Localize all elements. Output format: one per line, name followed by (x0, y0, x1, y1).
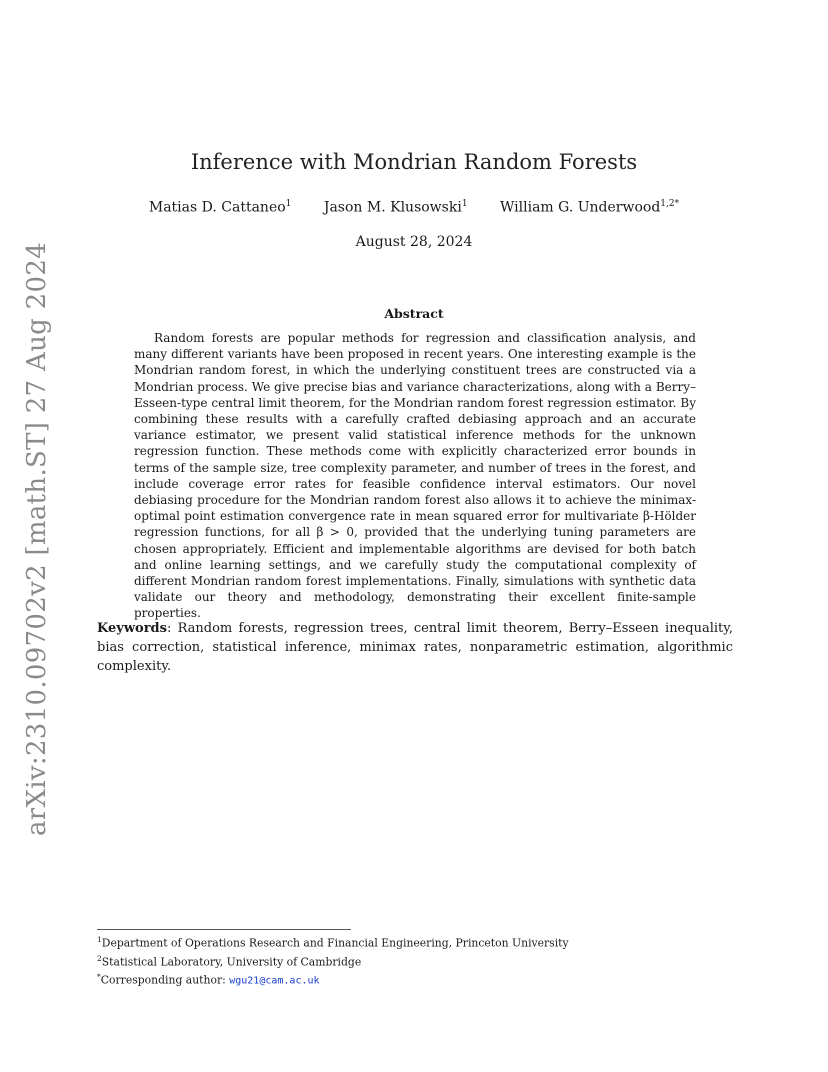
paper-title: Inference with Mondrian Random Forests (190, 150, 638, 174)
footnote-divider (97, 929, 351, 930)
footnote-marker: 1 (97, 935, 102, 944)
footnote-marker: 2 (97, 953, 102, 963)
keywords-section (97, 619, 733, 676)
author-name: Jason M. Klusowski (323, 199, 462, 216)
author-name: Matias D. Cattaneo (148, 199, 286, 216)
author (500, 199, 679, 216)
footnotes (97, 932, 737, 989)
author (324, 199, 468, 216)
abstract-heading: Abstract (384, 306, 444, 321)
author-affiliation-marker: 1 (461, 199, 468, 209)
paper-date: August 28, 2024 (355, 234, 473, 250)
author-affiliation-marker: 1 (285, 199, 292, 209)
footnote-marker: * (97, 972, 101, 982)
author-name: William G. Underwood (500, 199, 661, 216)
footnote (97, 932, 737, 951)
keywords-label: Keywords (97, 621, 167, 636)
keywords-text: : Random forests, regression trees, central limit theorem, Berry–Esseen inequality, bias correction, statistical inference, minimax rates, nonparametric estimation, algorithmic complexity. (97, 621, 733, 674)
footnote-text: Statistical Laboratory, University of Cambridge (101, 955, 362, 969)
footnote (97, 969, 737, 989)
abstract-text: Random forests are popular methods for regression and classification analysis, and many different variants have been proposed in recent years. One interesting example is the Mondrian random forest, in which the underlying constituent trees are constructed via a Mondrian process. We give precise bias and variance characterizations, along with a Berry–Esseen-type central limit theorem, for the Mondrian random forest regression estimator. By combining these results with a carefully crafted debiasing approach and an accurate variance estimator, we present valid statistical inference methods for the unknown regression function. These methods come with explicitly characterized error bounds in terms of the sample size, tree complexity parameter, and number of trees in the forest, and include coverage error rates for feasible confidence interval estimators. Our novel debiasing procedure for the Mondrian random forest also allows it to achieve the minimax-optimal point estimation convergence rate in mean squared error for multivariate β-Hölder regression functions, for all β > 0, provided that the underlying tuning parameters are chosen appropriately. Efficient and implementable algorithms are devised for both batch and online learning settings, and we carefully study the computational complexity of different Mondrian random forest implementations. Finally, simulations with synthetic data validate our theory and methodology, demonstrating their excellent finite-sample properties. (134, 331, 696, 621)
author-list (0, 199, 828, 216)
author-affiliation-marker: 1,2* (660, 199, 680, 209)
author (149, 199, 292, 216)
email-link[interactable]: wgu21@cam.ac.uk (229, 975, 320, 987)
footnote-text: Department of Operations Research and Financial Engineering, Princeton University (101, 936, 569, 950)
arxiv-sidebar (2, 241, 72, 837)
arxiv-identifier: arXiv:2310.09702v2 [math.ST] 27 Aug 2024 (22, 241, 53, 837)
footnote-text: Corresponding author: (100, 973, 230, 987)
footnote (97, 951, 737, 970)
